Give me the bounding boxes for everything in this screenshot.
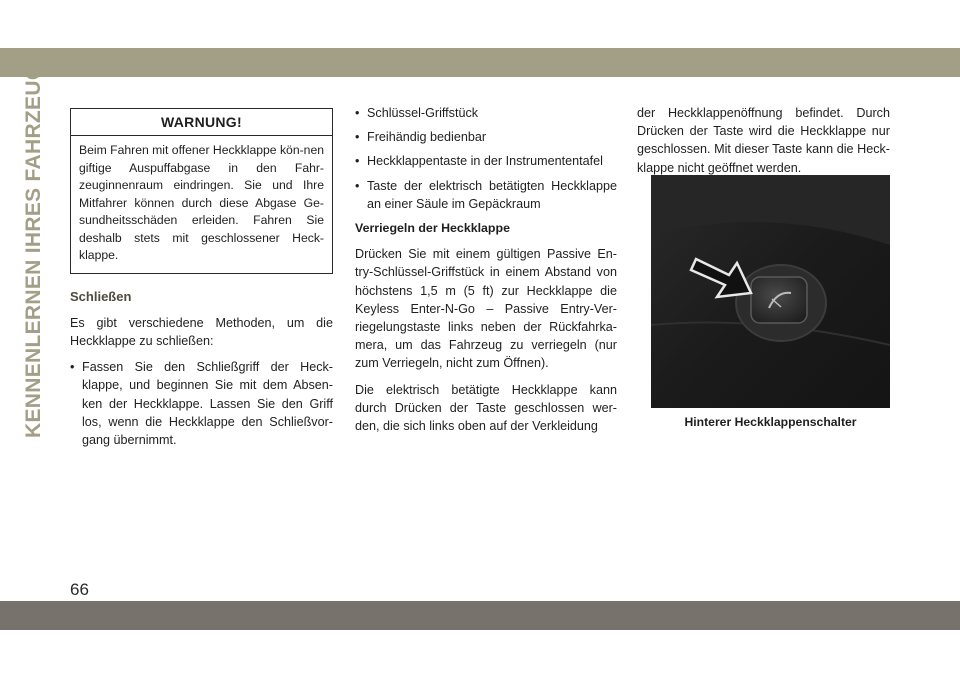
bullet-icon: • <box>355 106 360 120</box>
list-item-text: Taste der elektrisch betätigten Heckklappe an einer Säule im Gepäckraum <box>367 178 617 211</box>
column-middle <box>355 104 617 443</box>
column-left <box>70 108 333 455</box>
intro-paragraph: Es gibt verschiedene Methoden, um die Heckklappe zu schließen: <box>70 315 333 348</box>
page-number: 66 <box>70 580 89 599</box>
list-item-text: Heckklappentaste in der Instrumententafel <box>367 154 603 169</box>
tailgate-switch-photo <box>651 175 890 408</box>
chapter-side-title: KENNENLERNEN IHRES FAHRZEUGS <box>22 49 45 438</box>
lock-paragraph: Drücken Sie mit einem gültigen Passive En-try-Schlüssel-Griffstück in einem Abstand von höchstens 1,5 m (5 ft) zur Heckklappe die Keyless Enter-N-Go – Passive Entry-Ver-riegelungstaste links neben der Rückfahrka-mera, um das Fahrzeug zu verriegeln (nur zum Verriegeln, nicht zum Öffnen). <box>355 247 617 371</box>
figure-caption: Hinterer Heckklappenschalter <box>684 415 857 429</box>
photo-illustration <box>651 175 890 408</box>
warning-text: Beim Fahren mit offener Heckklappe kön-nen giftige Auspuffabgase in den Fahr-zeuginnenraum eindringen. Sie und Ihre Mitfahrer können durch diese Abgase Ge-sundheitsschäden erleiden. Fahren Sie deshalb stets mit geschlossener Heck-klappe. <box>79 143 325 262</box>
bullet-icon: • <box>355 154 360 169</box>
warning-title: WARNUNG! <box>71 109 332 136</box>
power-paragraph-end: der Heckklappenöffnung befindet. Durch Drücken der Taste wird die Heckklappe nur geschlossen. Mit dieser Taste kann die Heck-klappe nicht geöffnet werden. <box>637 106 890 175</box>
list-item <box>355 104 617 122</box>
section-heading-schliessen: Schließen <box>70 288 132 304</box>
list-item <box>355 152 617 170</box>
bullet-icon: • <box>355 130 360 145</box>
warning-box <box>70 108 333 274</box>
switch-button-shape <box>751 277 807 323</box>
header-band <box>0 48 960 77</box>
list-item-text: Freihändig bedienbar <box>367 130 487 145</box>
list-item <box>355 128 617 146</box>
subheading-verriegeln: Verriegeln der Heckklappe <box>355 221 510 236</box>
list-item-text: Fassen Sie den Schließgriff der Heck-klappe, und beginnen Sie mit dem Absen-ken der Heckklappe. Lassen Sie den Griff los, wenn die Heckklappe den Schließvor-gang übernimmt. <box>82 360 333 447</box>
list-item-text: Schlüssel-Griffstück <box>367 106 479 120</box>
bullet-icon: • <box>355 178 360 193</box>
list-item <box>70 358 333 449</box>
column-right <box>637 104 890 185</box>
list-item <box>355 177 617 213</box>
footer-band <box>0 601 960 630</box>
bullet-icon: • <box>70 360 75 375</box>
power-paragraph-start: Die elektrisch betätigte Heckklappe kann durch Drücken der Taste geschlossen wer-den, die sich links oben auf der Verkleidung <box>355 382 617 434</box>
